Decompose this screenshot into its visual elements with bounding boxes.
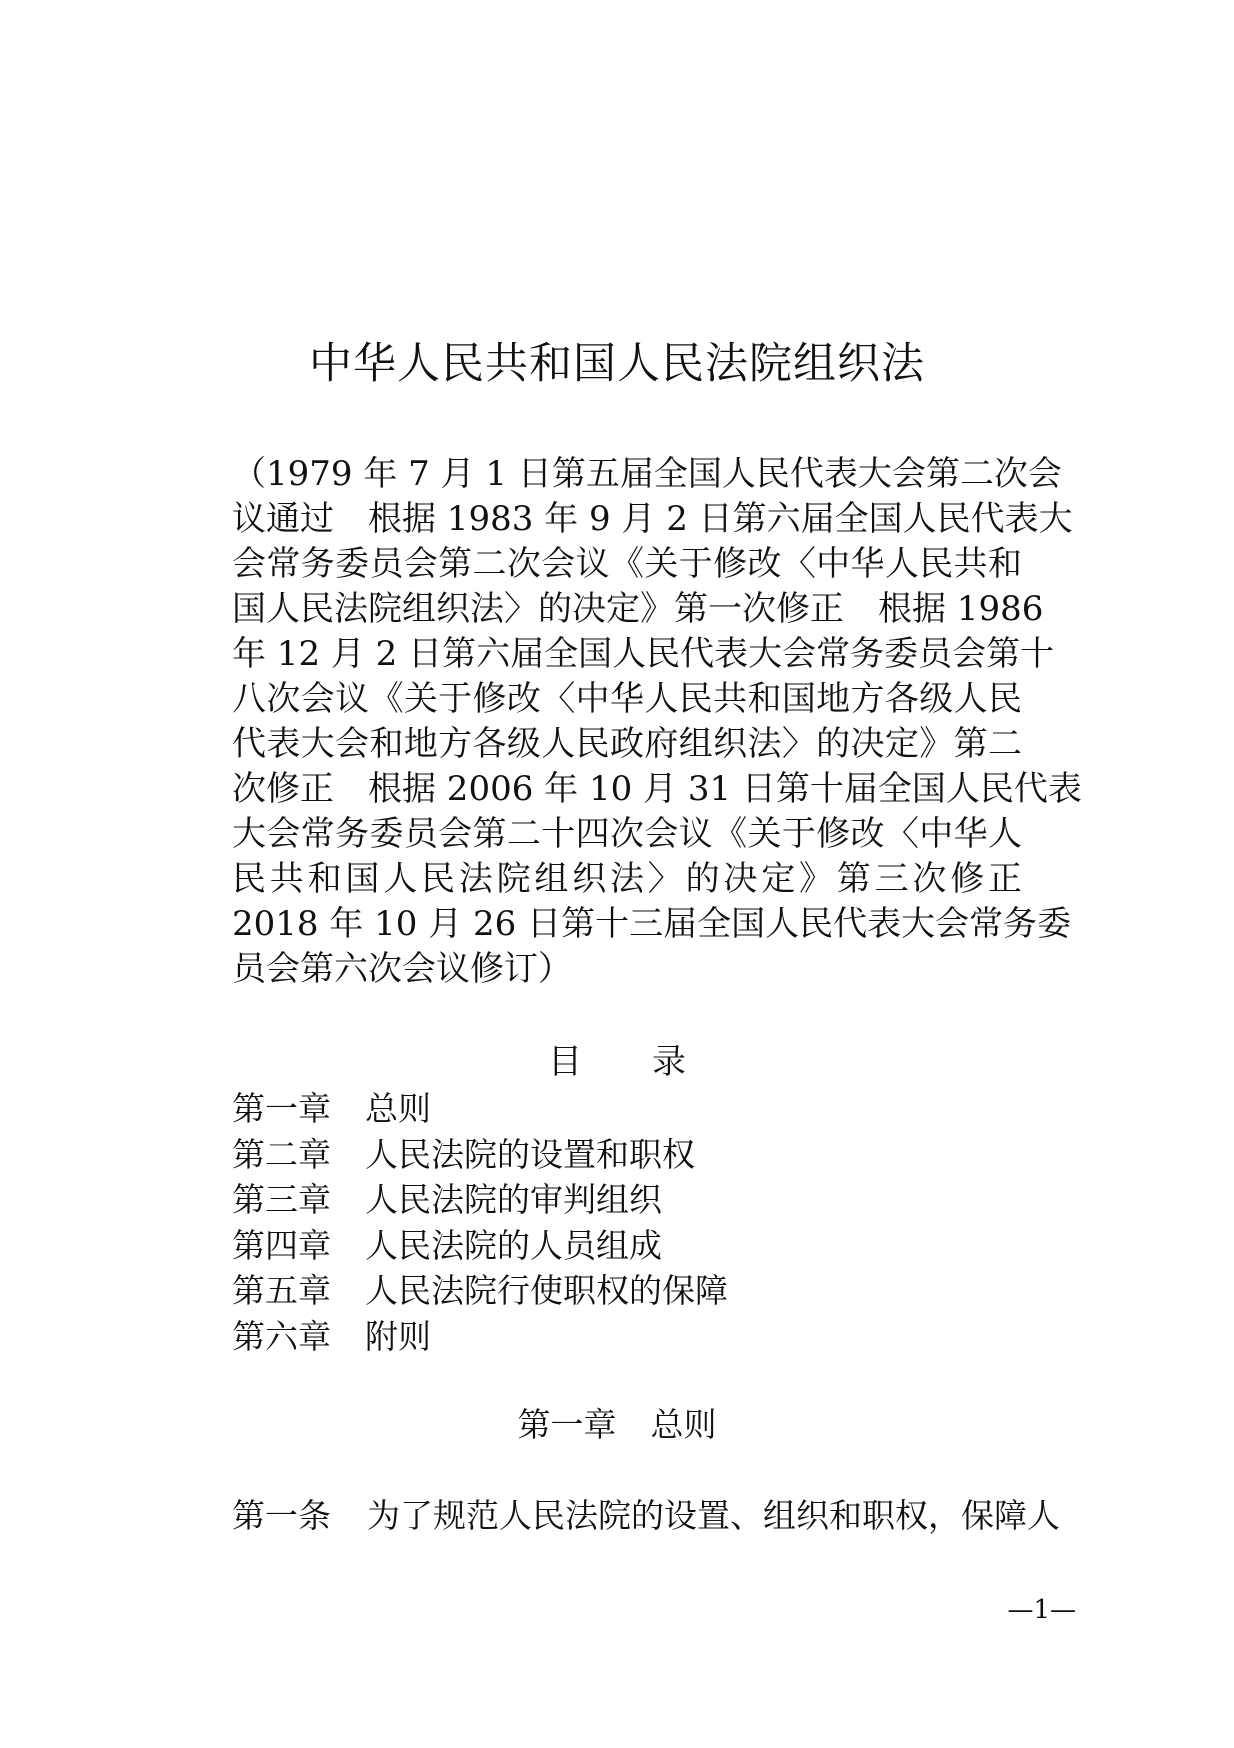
article-number: 第一条 [232,1496,331,1535]
chapter-number: 第一章 [517,1405,617,1444]
chapter-heading [0,1402,1234,1447]
table-of-contents [232,1086,728,1359]
enactment-history-line: 大会常务委员会第二十四次会议《关于修改〈中华人 [232,814,1022,854]
toc-chapter-number: 第六章 [232,1316,331,1356]
enactment-history-line: 八次会议《关于修改〈中华人民共和国地方各级人民 [232,679,1022,719]
enactment-history-line: 次修正 根据 2006 年 10 月 31 日第十届全国人民代表 [232,769,1082,809]
toc-item [232,1268,728,1314]
toc-item [232,1177,728,1223]
toc-chapter-number: 第一章 [232,1089,331,1128]
enactment-history-line: （1979 年 7 月 1 日第五届全国人民代表大会第二次会 [232,454,1062,494]
page-number: —1— [1007,1595,1076,1625]
toc-chapter-title: 人民法院行使职权的保障 [365,1271,728,1310]
toc-chapter-title: 附则 [365,1316,431,1356]
enactment-history-line: 员会第六次会议修订） [232,949,572,989]
toc-item [232,1223,728,1269]
enactment-history-line: 2018 年 10 月 26 日第十三届全国人民代表大会常务委 [232,904,1072,944]
enactment-history-line: 代表大会和地方各级人民政府组织法〉的决定》第二 [232,724,1022,764]
toc-item [232,1086,728,1132]
toc-chapter-title: 人民法院的设置和职权 [365,1134,695,1174]
enactment-history-line: 议通过 根据 1983 年 9 月 2 日第六届全国人民代表大 [232,499,1073,539]
enactment-history [232,452,1082,992]
toc-chapter-number: 第四章 [232,1225,331,1265]
toc-heading [0,1040,1234,1085]
toc-chapter-title: 人民法院的人员组成 [365,1225,662,1265]
toc-heading-char: 录 [652,1042,686,1082]
toc-item [232,1132,728,1178]
document-title: 中华人民共和国人民法院组织法 [309,339,925,389]
toc-chapter-number: 第三章 [232,1180,331,1219]
article-paragraph [232,1493,1060,1538]
toc-chapter-title: 总则 [365,1089,431,1128]
enactment-history-line: 会常务委员会第二次会议《关于修改〈中华人民共和 [232,544,1022,584]
enactment-history-line: 年 12 月 2 日第六届全国人民代表大会常务委员会第十 [232,634,1055,674]
enactment-history-line: 民共和国人民法院组织法〉的决定》第三次修正 [232,859,1022,899]
toc-item [232,1314,728,1360]
enactment-history-line: 国人民法院组织法〉的决定》第一次修正 根据 1986 [232,589,1044,629]
article-text: 为了规范人民法院的设置、组织和职权，保障人 [367,1496,1060,1535]
toc-chapter-number: 第二章 [232,1134,331,1174]
toc-chapter-title: 人民法院的审判组织 [365,1180,662,1219]
toc-chapter-number: 第五章 [232,1271,331,1310]
chapter-title: 总则 [650,1405,717,1444]
toc-heading-char: 目 [548,1042,582,1082]
